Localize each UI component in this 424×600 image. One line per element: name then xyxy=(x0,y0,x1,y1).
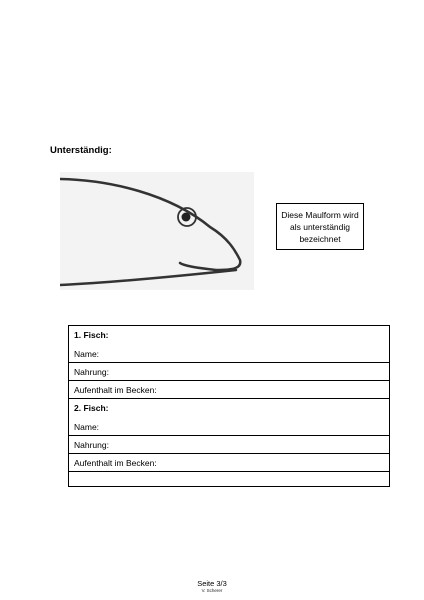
fish2-food-field: Nahrung: xyxy=(69,436,389,454)
fish2-habitat-field: Aufenthalt im Becken: xyxy=(69,454,389,472)
fish1-food-field: Nahrung: xyxy=(69,363,389,381)
callout-line-1: Diese Maulform wird xyxy=(281,210,359,220)
fish1-name-field: Name: xyxy=(69,345,389,363)
table-empty-row xyxy=(69,472,389,486)
callout-box xyxy=(276,203,364,250)
fish-drawing xyxy=(60,172,254,290)
fish2-title: 2. Fisch: xyxy=(74,403,109,413)
fish2-name-field: Name: xyxy=(69,418,389,436)
callout-line-3: bezeichnet xyxy=(299,234,341,244)
fish-outline xyxy=(60,179,240,270)
fish-worksheet-table xyxy=(68,325,390,487)
section-heading: Unterständig: xyxy=(50,145,112,156)
fish1-title: 1. Fisch: xyxy=(74,330,109,340)
fish1-habitat-field: Aufenthalt im Becken: xyxy=(69,381,389,399)
page-footer xyxy=(0,579,424,594)
callout-line-2: als unterständig xyxy=(289,222,350,232)
fish-pupil xyxy=(182,213,191,222)
author-name: V. Scherer xyxy=(201,588,223,593)
fish-lower-jaw xyxy=(60,270,236,285)
page-number: Seite 3/3 xyxy=(197,579,227,588)
